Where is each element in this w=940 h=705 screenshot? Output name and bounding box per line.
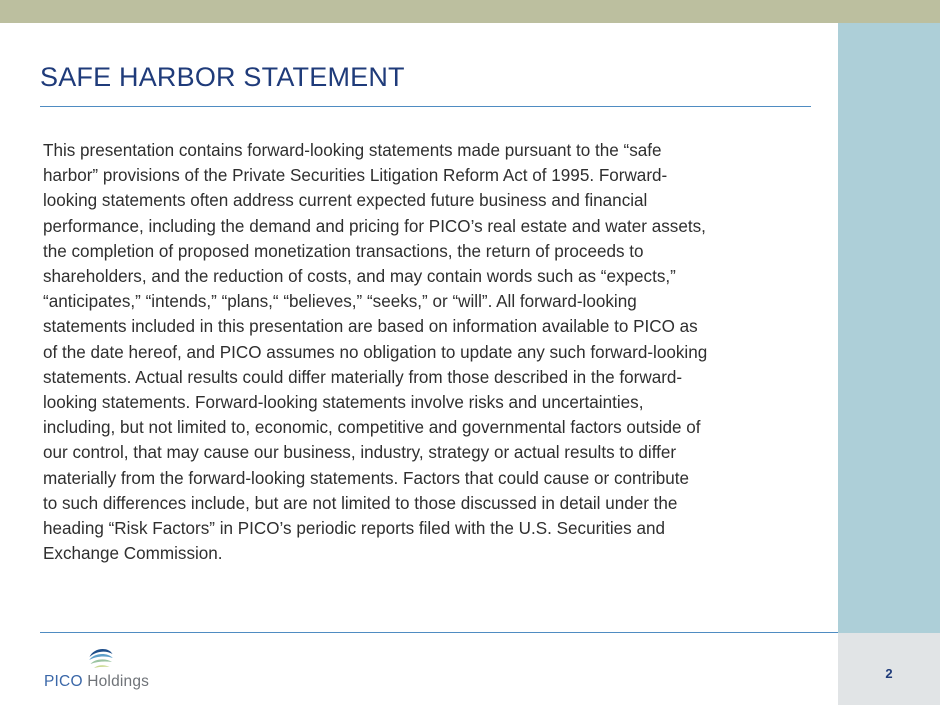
paragraph-line: including, but not limited to, economic, competitive and governmental factors outside of bbox=[43, 418, 701, 438]
side-panel bbox=[838, 23, 940, 633]
logo-brand: PICO bbox=[44, 673, 83, 690]
paragraph-line: looking statements often address current expected future business and financial bbox=[43, 191, 648, 211]
paragraph-line: performance, including the demand and pricing for PICO’s real estate and water assets, bbox=[43, 216, 706, 236]
paragraph-line: heading “Risk Factors” in PICO’s periodic reports filed with the U.S. Securities and bbox=[43, 519, 665, 539]
paragraph-line: the completion of proposed monetization transactions, the return of proceeds to bbox=[43, 241, 644, 261]
title-divider bbox=[40, 106, 811, 107]
paragraph-line: “anticipates,” “intends,” “plans,“ “believes,” “seeks,” or “will”. All forward-looking bbox=[43, 292, 637, 312]
paragraph-line: This presentation contains forward-looking statements made pursuant to the “safe bbox=[43, 141, 662, 160]
page-title: SAFE HARBOR STATEMENT bbox=[40, 62, 405, 92]
top-band bbox=[0, 0, 940, 23]
paragraph-line: to such differences include, but are not limited to those discussed in detail under the bbox=[43, 493, 678, 513]
paragraph-line: our control, that may cause our business, industry, strategy or actual results to differ bbox=[43, 443, 677, 463]
pico-swirl-logo-icon bbox=[88, 645, 114, 671]
paragraph-line: Exchange Commission. bbox=[43, 544, 223, 564]
page-number: 2 bbox=[885, 666, 893, 681]
footer-divider bbox=[40, 632, 838, 633]
paragraph-line: statements included in this presentation are based on information available to PICO as bbox=[43, 317, 698, 337]
company-logo bbox=[44, 645, 164, 695]
paragraph-line: shareholders, and the reduction of costs, and may contain words such as “expects,” bbox=[43, 267, 676, 287]
logo-suffix: Holdings bbox=[82, 673, 150, 690]
paragraph-line: statements. Actual results could differ materially from those described in the forward- bbox=[43, 367, 683, 387]
paragraph-line: looking statements. Forward-looking statements involve risks and uncertainties, bbox=[43, 393, 644, 413]
logo-wordmark bbox=[44, 673, 149, 691]
paragraph-line: materially from the forward-looking statements. Factors that could cause or contribute bbox=[43, 468, 690, 488]
paragraph-line: of the date hereof, and PICO assumes no obligation to update any such forward-looking bbox=[43, 342, 708, 362]
safe-harbor-paragraph bbox=[43, 138, 803, 566]
paragraph-line: harbor” provisions of the Private Securities Litigation Reform Act of 1995. Forward- bbox=[43, 166, 668, 186]
